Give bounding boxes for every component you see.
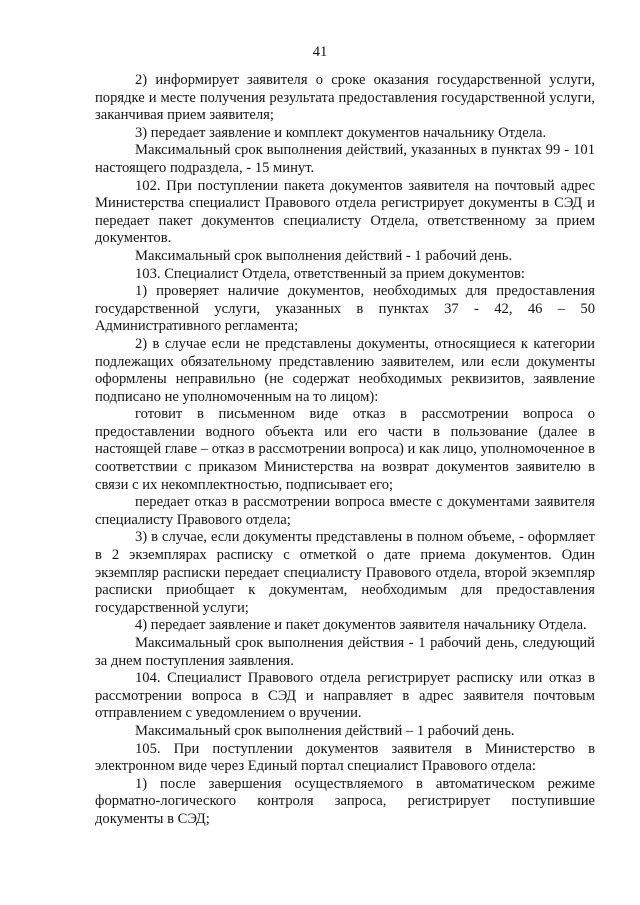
paragraph-103: 103. Специалист Отдела, ответственный за прием документов: — [135, 265, 525, 282]
paragraph-max-term-next-day: Максимальный срок выполнения действия - 1 рабочий день, следующий за днем поступления заявления. — [95, 635, 595, 669]
paragraph-105-item-1: 1) после завершения осуществляемого в автоматическом режиме форматно-логического контроля запроса, регистрирует поступившие документы в СЭД; — [95, 775, 595, 827]
paragraph-max-term-15-min: Максимальный срок выполнения действий, указанных в пунктах 99 - 101 настоящего подраздела, - 15 минут. — [95, 142, 595, 176]
paragraph-3-transfers: 3) передает заявление и комплект документов начальнику Отдела. — [135, 124, 547, 141]
paragraph-prepares-refusal: готовит в письменном виде отказ в рассмотрении вопроса о предоставлении водного объекта или его части в пользование (далее в настоящей главе – отказ в рассмотрении вопроса) и как лицо, уполномоченное в соответствии с приказом Министерства на возврат документов заявителю в связи с их некомплектностью, подписывает его; — [95, 406, 595, 493]
paragraph-102: 102. При поступлении пакета документов заявителя на почтовый адрес Министерства специалист Правового отдела регистрирует документы в СЭД и передает пакет документов специалисту Отдела, ответственному за прием документов. — [95, 177, 595, 247]
paragraph-103-item-3: 3) в случае, если документы представлены в полном объеме, - оформляет в 2 экземплярах расписку с отметкой о дате приема документов. Один экземпляр расписки передает специалисту Правового отдела, второй экземпляр расписки приобщает к документам, необходимым для предоставления государственной услуги; — [95, 529, 595, 616]
paragraph-103-item-2: 2) в случае если не представлены документы, относящиеся к категории подлежащих обязательному представлению заявителем, или если документы оформлены неправильно (не содержат необходимых реквизитов, заявление подписано не уполномоченным на то лицом): — [95, 335, 595, 405]
paragraph-2-informs: 2) информирует заявителя о сроке оказания государственной услуги, порядке и месте получения результата предоставления государственной услуги, заканчивая прием заявителя; — [95, 72, 595, 124]
page-number: 41 — [312, 44, 328, 60]
paragraph-104: 104. Специалист Правового отдела регистрирует расписку или отказ в рассмотрении вопроса в СЭД и направляет в адрес заявителя почтовым отправлением с уведомлением о вручении. — [95, 670, 595, 722]
paragraph-103-item-1: 1) проверяет наличие документов, необходимых для предоставления государственной услуги, указанных в пунктах 37 - 42, 46 – 50 Административного регламента; — [95, 283, 595, 335]
paragraph-max-term-1-day: Максимальный срок выполнения действий - 1 рабочий день. — [135, 247, 513, 264]
document-body — [95, 72, 595, 829]
paragraph-105: 105. При поступлении документов заявителя в Министерство в электронном виде через Единый портал специалист Правового отдела: — [95, 740, 595, 775]
paragraph-max-term-1-day-b: Максимальный срок выполнения действий – 1 рабочий день. — [135, 722, 515, 739]
paragraph-103-item-4: 4) передает заявление и пакет документов заявителя начальнику Отдела. — [135, 617, 587, 634]
paragraph-transfers-refusal: передает отказ в рассмотрении вопроса вместе с документами заявителя специалисту Правового отдела; — [95, 494, 595, 528]
